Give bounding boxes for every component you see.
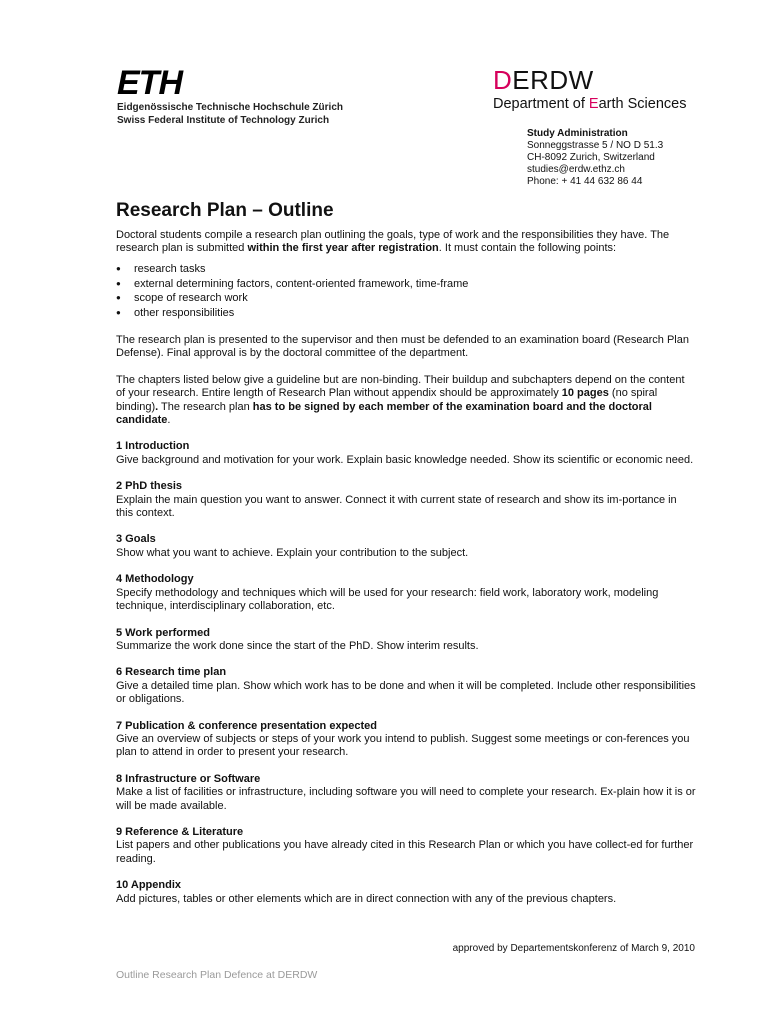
section-title: 6 Research time plan [116,666,227,679]
department-header [493,66,686,113]
required-points-list [116,262,696,321]
section-title: 7 Publication & conference presentation expected [116,719,378,732]
length-emphasis: 10 pages [561,387,609,400]
intro-emphasis: within the first year after registration [247,242,439,255]
list-item: ● scope of research work [116,291,696,306]
document-body [116,200,696,919]
section-text: Give a detailed time plan. Show which work has to be done and when it will be completed. Include other responsibilities or obligations. [116,679,696,706]
page-footer: Outline Research Plan Defence at DERDW [116,969,318,981]
section-text: List papers and other publications you have already cited in this Research Plan or which you have collect-ed for further reading. [116,839,694,865]
section-title: 3 Goals [116,533,156,546]
derdw-logo [493,66,686,94]
section-infrastructure [116,773,696,813]
contact-address [527,128,663,188]
eth-name-english: Swiss Federal Institute of Technology Zurich [117,114,330,126]
document-title: Research Plan – Outline [116,200,334,221]
defense-paragraph: The research plan is presented to the supervisor and then must be defended to an examination board (Research Plan Defense). Final approval is by the doctoral committee of the department. [116,334,689,360]
section-introduction [116,440,696,467]
section-text: Summarize the work done since the start of the PhD. Show interim results. [116,639,479,652]
list-item: ● other responsibilities [116,306,696,321]
section-goals [116,533,696,560]
section-appendix [116,879,696,906]
section-work-performed [116,627,696,654]
eth-header [117,64,343,127]
section-references [116,826,696,866]
address-title: Study Administration [527,128,628,139]
section-title: 2 PhD thesis [116,480,183,493]
section-text: Give an overview of subjects or steps of your work you intend to publish. Suggest some meetings or con-ferences you plan to attend in order to present your research. [116,732,690,759]
address-street: Sonneggstrasse 5 / NO D 51.3 [527,140,664,151]
address-city: CH-8092 Zurich, Switzerland [527,152,655,163]
section-title: 8 Infrastructure or Software [116,772,261,785]
guideline-paragraph: The chapters listed below give a guideline but are non-binding. Their buildup and subchapters depend on the content of your research. Entire length of Research Plan without appendix should be approximately 10 pages (no spiral binding). The research plan has to be signed by each member of the examination board and the doctoral candidate. [116,373,685,427]
eth-name-german: Eidgenössische Technische Hochschule Zürich [117,102,343,113]
section-text: Give background and motivation for your work. Explain basic knowledge needed. Show its scientific or economic need. [116,453,694,466]
eth-logo: ETH [117,64,182,102]
section-phd-thesis [116,480,696,520]
department-name-accent: E [588,96,599,112]
section-title: 10 Appendix [116,879,181,892]
section-publication [116,720,696,760]
address-phone: Phone: + 41 44 632 86 44 [527,176,643,187]
signature-emphasis: has to be signed by each member of the examination board and the doctoral candidate [116,400,652,427]
department-name: Department of Earth Sciences [493,96,687,112]
list-item: ● external determining factors, content-oriented framework, time-frame [116,277,696,292]
section-title: 5 Work performed [116,626,210,639]
section-title: 4 Methodology [116,573,194,586]
derdw-logo-accent: D [493,65,513,95]
section-text: Specify methodology and techniques which will be used for your research: field work, laboratory work, modeling technique, interdisciplinary collaboration, etc. [116,586,659,613]
section-time-plan [116,666,696,706]
eth-subtitle [117,102,343,127]
section-text: Make a list of facilities or infrastructure, including software you will need to complete your research. Ex-plain how it is or will be made available. [116,786,696,812]
list-item: ● research tasks [116,262,696,277]
section-text: Show what you want to achieve. Explain your contribution to the subject. [116,546,469,559]
approval-note: approved by Departementskonferenz of March 9, 2010 [452,943,695,954]
section-text: Add pictures, tables or other elements which are in direct connection with any of the previous chapters. [116,892,617,905]
derdw-logo-rest: ERDW [512,65,594,95]
section-text: Explain the main question you want to answer. Connect it with current state of research and show its im-portance in this context. [116,493,677,520]
intro-paragraph: Doctoral students compile a research plan outlining the goals, type of work and the responsibilities they have. The research plan is submitted within the first year after registration. It must contain the following points: [116,229,670,255]
section-methodology [116,573,696,613]
section-title: 1 Introduction [116,440,190,453]
address-email[interactable]: studies@erdw.ethz.ch [527,164,625,175]
section-title: 9 Reference & Literature [116,825,244,838]
